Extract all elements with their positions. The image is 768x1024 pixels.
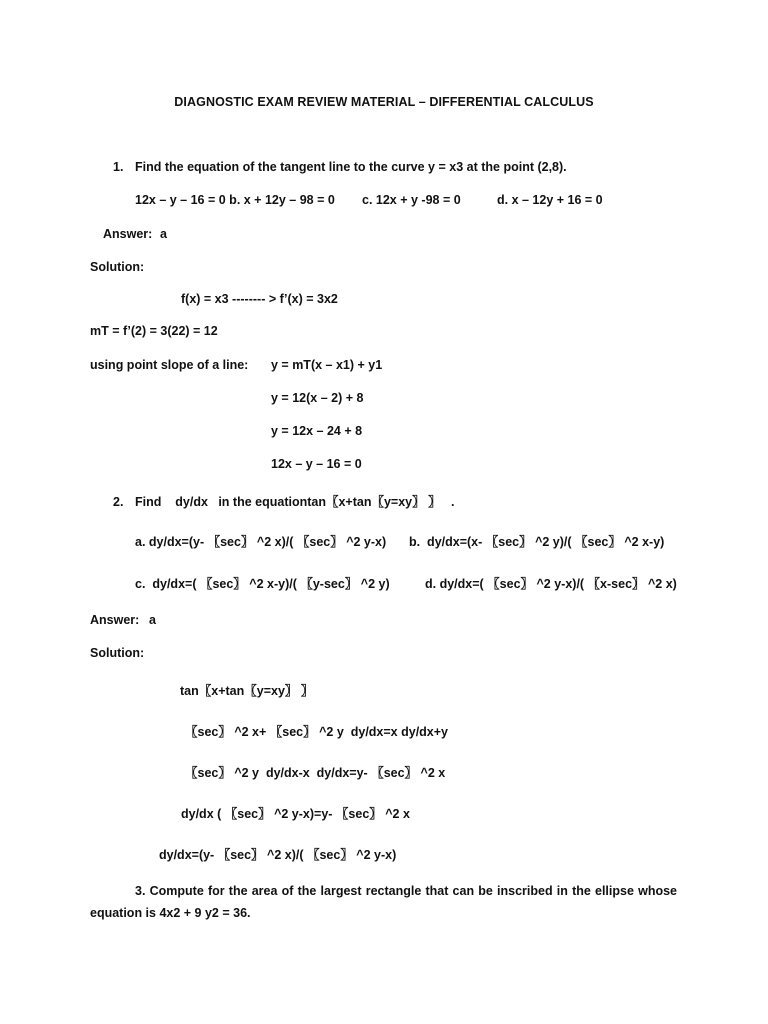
q2-answer-value: a [149, 613, 156, 627]
q1-choices-ab: 12x – y – 16 = 0 b. x + 12y – 98 = 0 [135, 193, 335, 207]
q1-answer-label: Answer: [103, 227, 153, 241]
q1-answer-value: a [160, 227, 167, 241]
q1-number: 1. [113, 160, 124, 174]
q1-choice-c: c. 12x + y -98 = 0 [362, 193, 461, 207]
q2-number: 2. [113, 495, 124, 509]
q2-choice-b: b. dy/dx=(x- 〖sec〗 ^2 y)/( 〖sec〗 ^2 x-y) [409, 535, 665, 549]
q2-answer-label: Answer: [90, 613, 140, 627]
q2-solution-label: Solution: [90, 646, 145, 660]
q2-solution-step: tan〖x+tan〖y=xy〗 〗 [180, 684, 314, 698]
q1-solution-label: Solution: [90, 260, 145, 274]
q1-solution-step-label: using point slope of a line: [90, 358, 249, 372]
q1-solution-step: y = mT(x – x1) + y1 [271, 358, 383, 372]
q1-choice-d: d. x – 12y + 16 = 0 [497, 193, 603, 207]
q1-solution-step: y = 12(x – 2) + 8 [271, 391, 364, 405]
q2-choice-a: a. dy/dx=(y- 〖sec〗 ^2 x)/( 〖sec〗 ^2 y-x) [135, 535, 387, 549]
q1-question-text: Find the equation of the tangent line to the curve y = x3 at the point (2,8). [135, 160, 567, 174]
q2-solution-step: dy/dx=(y- 〖sec〗 ^2 x)/( 〖sec〗 ^2 y-x) [159, 848, 397, 862]
q2-solution-step: 〖sec〗 ^2 x+ 〖sec〗 ^2 y dy/dx=x dy/dx+y [185, 725, 449, 739]
q2-choice-d: d. dy/dx=( 〖sec〗 ^2 y-x)/( 〖x-sec〗 ^2 x) [425, 577, 677, 591]
q1-solution-step: y = 12x – 24 + 8 [271, 424, 363, 438]
q2-solution-step: dy/dx ( 〖sec〗 ^2 y-x)=y- 〖sec〗 ^2 x [181, 807, 410, 821]
q2-choice-c: c. dy/dx=( 〖sec〗 ^2 x-y)/( 〖y-sec〗 ^2 y) [135, 577, 390, 591]
q2-question-text: Find dy/dx in the equationtan〖x+tan〖y=xy〗 〗 . [135, 495, 455, 509]
q2-solution-step: 〖sec〗 ^2 y dy/dx-x dy/dx=y- 〖sec〗 ^2 x [185, 766, 446, 780]
q1-solution-step: mT = f’(2) = 3(22) = 12 [90, 324, 218, 338]
q1-solution-step: 12x – y – 16 = 0 [271, 457, 362, 471]
q3-question-line-1: 3. Compute for the area of the largest rectangle that can be inscribed in the ellipse whose [135, 884, 677, 898]
q1-solution-step: f(x) = x3 -------- > f’(x) = 3x2 [181, 292, 338, 306]
page-title: DIAGNOSTIC EXAM REVIEW MATERIAL – DIFFERENTIAL CALCULUS [174, 95, 594, 109]
q3-question-line-2: equation is 4x2 + 9 y2 = 36. [90, 906, 251, 920]
